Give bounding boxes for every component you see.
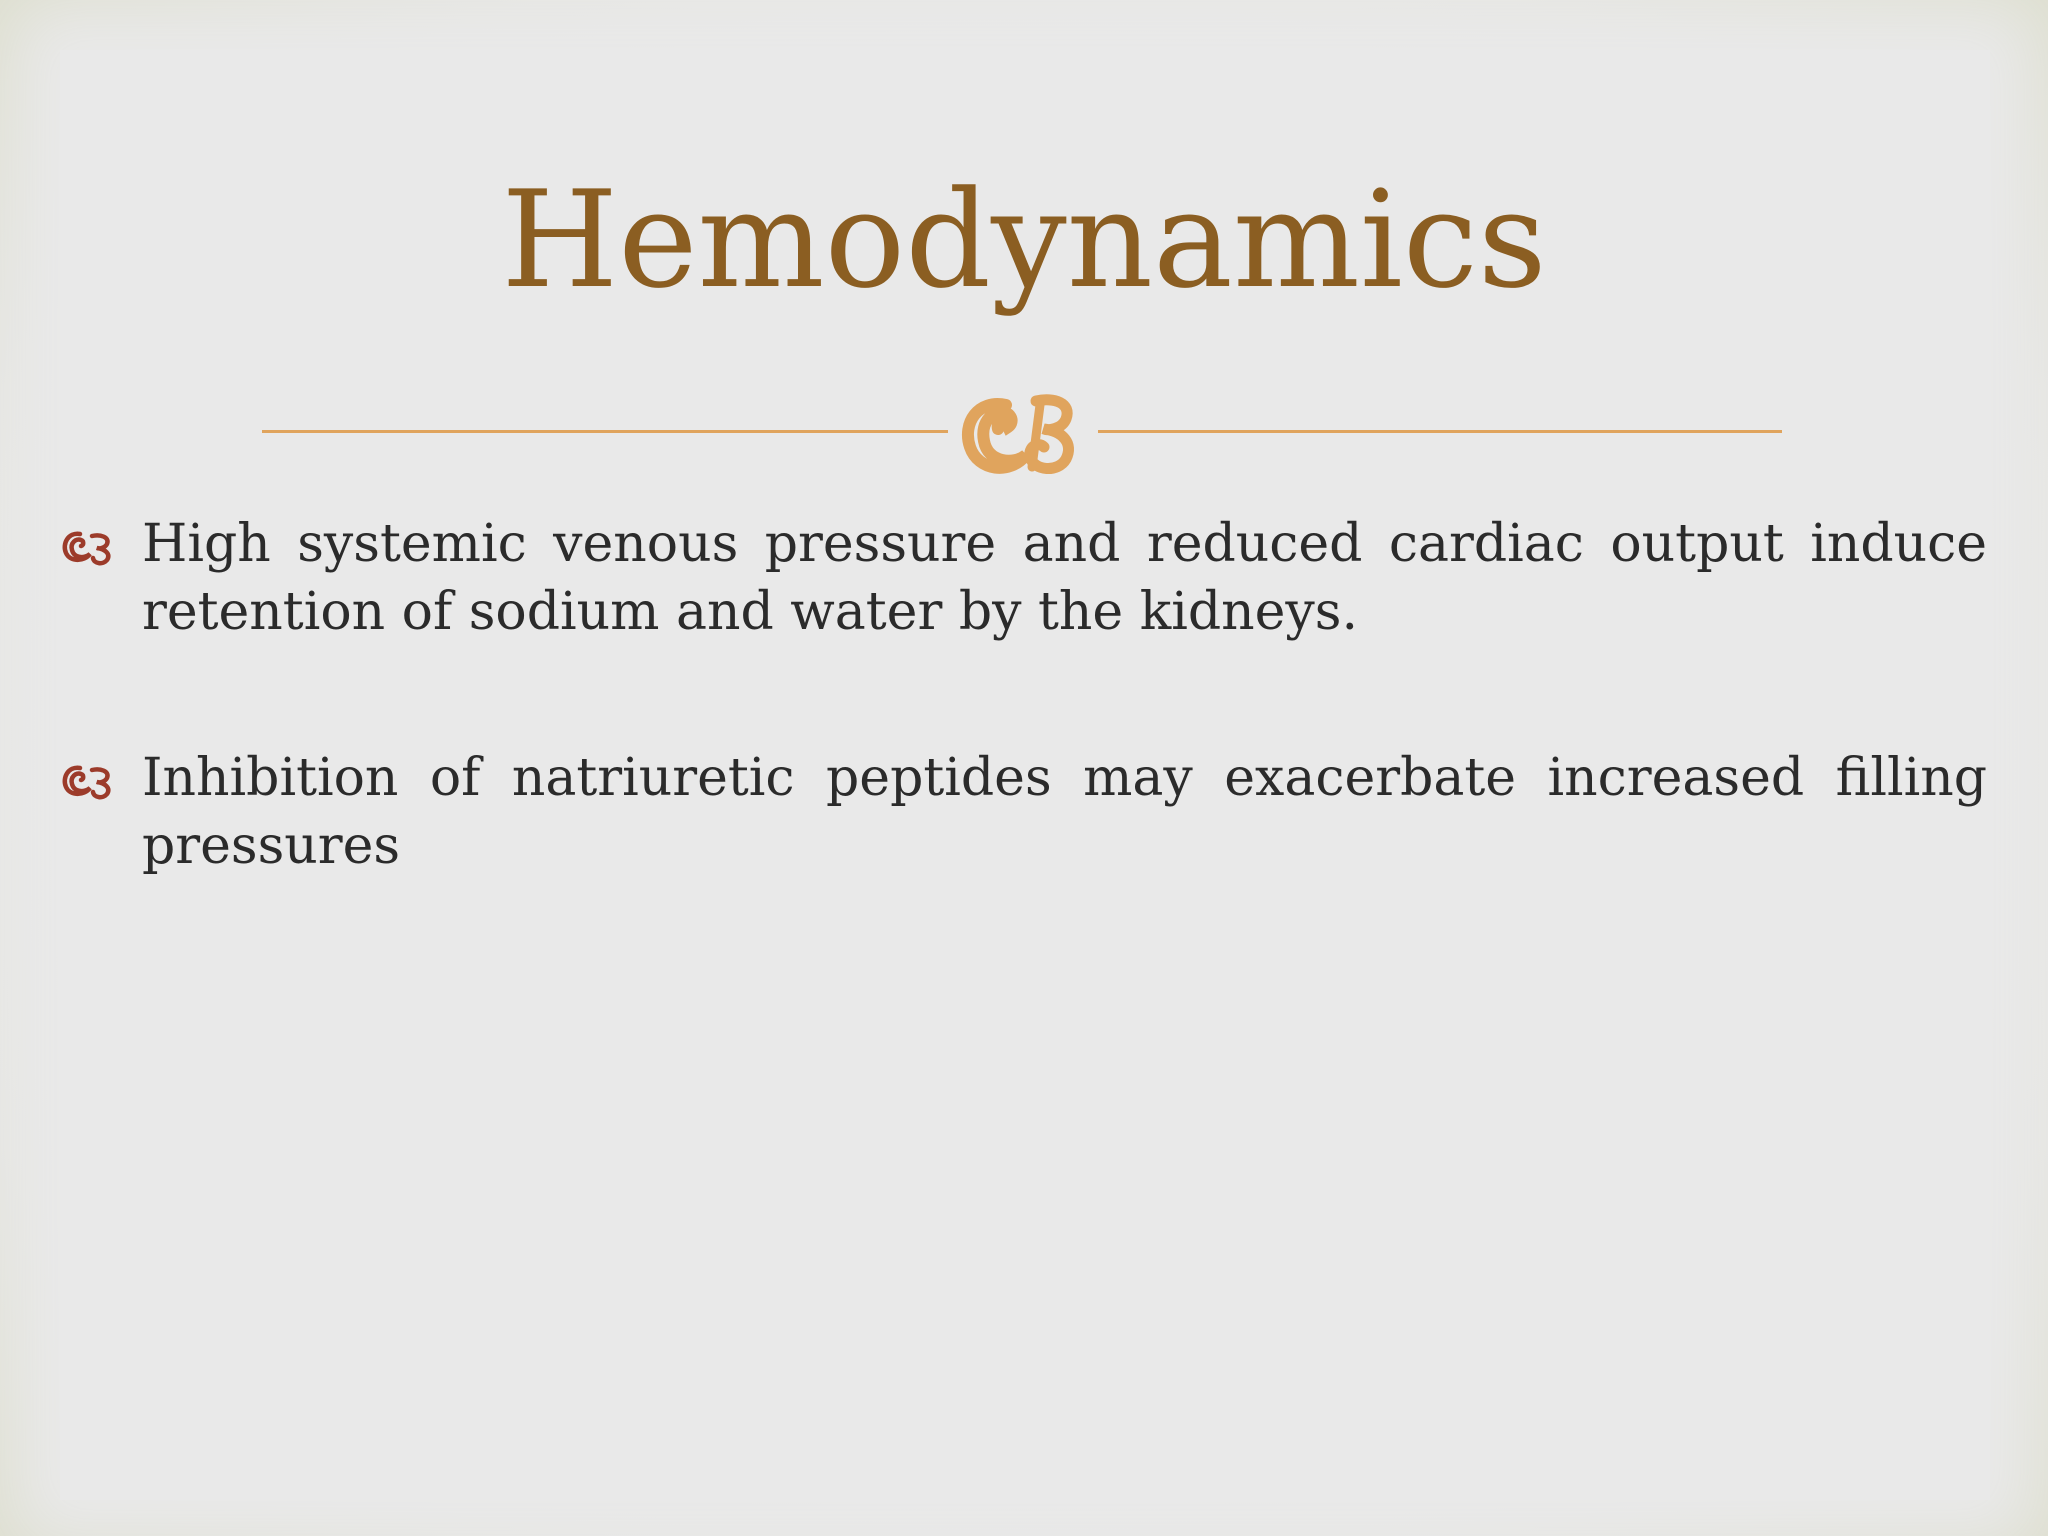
flourish-ornament-icon (948, 375, 1098, 495)
bullet-list (60, 510, 1990, 978)
flourish-bullet-icon (60, 760, 120, 800)
list-item (60, 744, 1990, 880)
list-item (60, 510, 1990, 646)
flourish-bullet-icon (60, 526, 120, 566)
slide-title: Hemodynamics (501, 162, 1547, 318)
bullet-text: High systemic venous pressure and reduced cardiac output induce retention of sodium and water by the kidneys. (142, 514, 1987, 642)
bullet-text: Inhibition of natriuretic peptides may exacerbate increased filling pressures (142, 748, 1987, 876)
